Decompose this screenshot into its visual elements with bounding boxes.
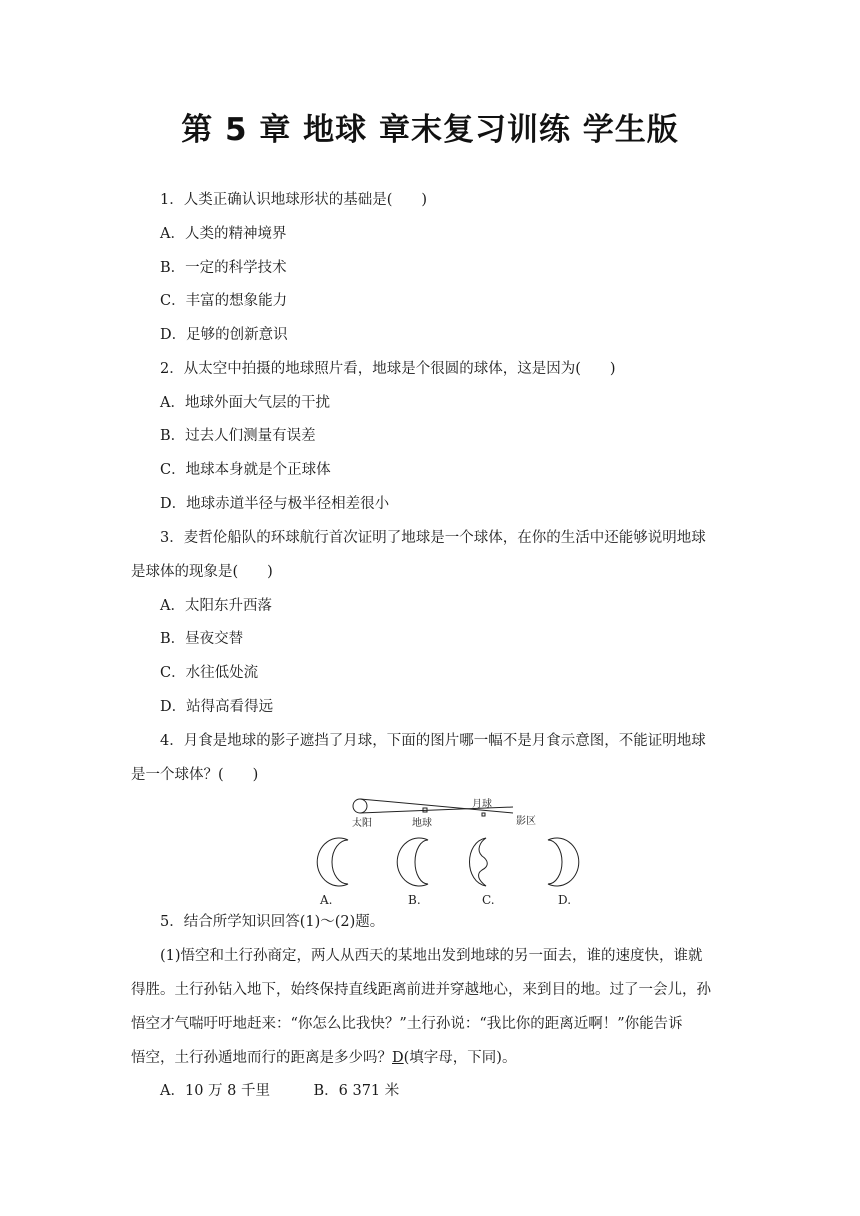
question-1-option-d: D．足够的创新意识 xyxy=(160,327,288,343)
moon-marker xyxy=(482,813,485,816)
option-c-label: C. xyxy=(482,893,495,907)
option-a-label: A. xyxy=(320,893,333,907)
option-d-label: D. xyxy=(558,893,572,907)
question-1-stem: 1．人类正确认识地球形状的基础是( ) xyxy=(160,192,428,208)
option-a-crescent xyxy=(317,838,348,886)
question-5-line-4-text: 悟空，土行孙遁地而行的距离是多少吗？ xyxy=(131,1050,392,1066)
question-4-stem-line-1: 4．月食是地球的影子遮挡了月球，下面的图片哪一幅不是月食示意图，不能证明地球 xyxy=(160,733,706,749)
question-5-options: A．10 万 8 千里 B．6 371 米 xyxy=(160,1083,400,1099)
question-3-stem-line-1: 3．麦哲伦船队的环球航行首次证明了地球是一个球体，在你的生活中还能够说明地球 xyxy=(160,530,706,546)
question-2-option-b: B．过去人们测量有误差 xyxy=(160,428,316,444)
question-2-stem: 2．从太空中拍摄的地球照片看，地球是个很圆的球体，这是因为( ) xyxy=(160,361,616,377)
question-5-line-4-suffix: (填字母，下同)。 xyxy=(403,1050,517,1066)
page-title: 第 5 章 地球 章末复习训练 学生版 xyxy=(181,112,679,148)
option-b-crescent xyxy=(397,838,428,886)
question-5-stem: 5．结合所学知识回答(1)～(2)题。 xyxy=(160,914,385,930)
lunar-eclipse-figure xyxy=(300,794,600,912)
question-5-answer: D xyxy=(392,1050,404,1066)
question-5-paragraph-line-1: (1)悟空和土行孙商定，两人从西天的某地出发到地球的另一面去，谁的速度快，谁就 xyxy=(160,948,703,964)
question-1-option-a: A．人类的精神境界 xyxy=(160,226,287,242)
option-d-crescent xyxy=(548,838,579,886)
question-3-stem-line-2: 是球体的现象是( ) xyxy=(131,564,273,580)
question-3-option-d: D．站得高看得远 xyxy=(160,699,274,715)
option-b-label: B. xyxy=(408,893,421,907)
shadow-label: 影区 xyxy=(516,816,536,827)
question-5-paragraph-line-3: 悟空才气喘吁吁地赶来：“你怎么比我快？”土行孙说：“我比你的距离近啊！”你能告诉 xyxy=(131,1016,683,1032)
sun-label: 太阳 xyxy=(352,818,372,829)
question-2-option-c: C．地球本身就是个正球体 xyxy=(160,462,331,478)
earth-label: 地球 xyxy=(412,818,432,829)
question-2-option-d: D．地球赤道半径与极半径相差很小 xyxy=(160,496,390,512)
question-5-paragraph-line-4 xyxy=(131,1048,516,1068)
question-3-option-b: B．昼夜交替 xyxy=(160,631,244,647)
question-1-option-c: C．丰富的想象能力 xyxy=(160,293,288,309)
question-4-stem-line-2: 是一个球体？( ) xyxy=(131,767,259,783)
question-5-paragraph-line-2: 得胜。土行孙钻入地下，始终保持直线距离前进并穿越地心，来到目的地。过了一会儿，孙 xyxy=(131,982,711,998)
question-3-option-c: C．水往低处流 xyxy=(160,665,259,681)
question-1-option-b: B．一定的科学技术 xyxy=(160,260,287,276)
moon-label: 月球 xyxy=(472,799,492,810)
sun-circle xyxy=(353,799,367,813)
question-2-option-a: A．地球外面大气层的干扰 xyxy=(160,395,330,411)
option-c-crescent xyxy=(470,838,488,886)
question-3-option-a: A．太阳东升西落 xyxy=(160,598,272,614)
